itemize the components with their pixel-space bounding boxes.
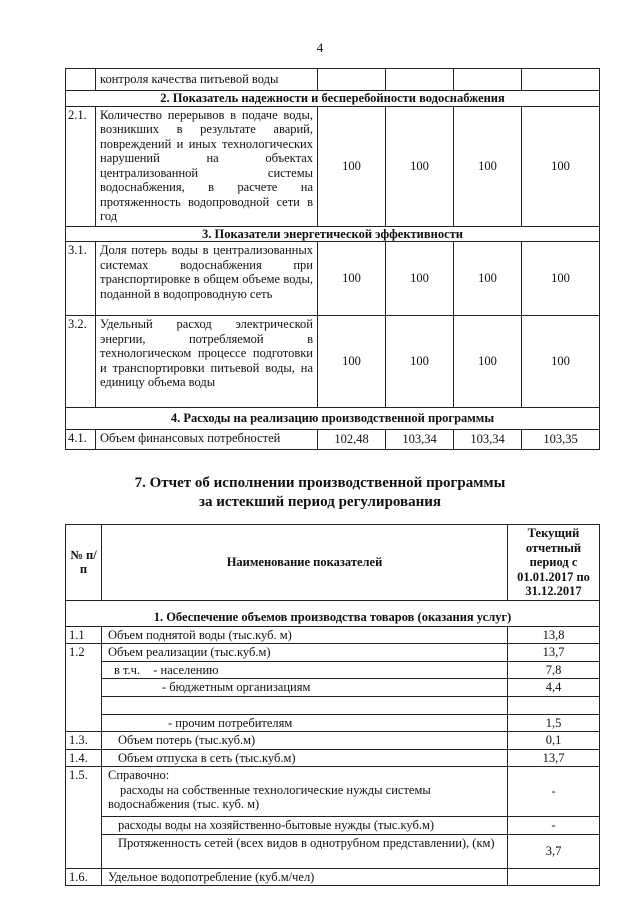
value-cell <box>522 69 600 91</box>
sub-indicator: - населению <box>153 662 219 677</box>
table-row <box>66 767 600 817</box>
heading-line-1: 7. Отчет об исполнении производственной программы <box>134 475 506 491</box>
indicator-name: Удельное водопотребление (куб.м/чел) <box>102 868 508 886</box>
section-row <box>66 91 600 107</box>
table-row <box>66 749 600 767</box>
row-number: 3.1. <box>66 242 96 316</box>
row-number: 1.3. <box>66 732 102 750</box>
indicator-name: Удельный расход электрической энергии, потребляемой в технологическом процессе подготовки и транспортировки питьевой воды, на единицу объема воды <box>96 316 318 408</box>
header-number: № п/п <box>66 525 102 601</box>
value-cell: 13,8 <box>508 626 600 644</box>
table-row <box>66 661 600 679</box>
value-cell: 100 <box>386 316 454 408</box>
value-cell: 100 <box>522 316 600 408</box>
row-number: 1.6. <box>66 868 102 886</box>
value-cell: 102,48 <box>318 430 386 450</box>
value-cell: 100 <box>318 242 386 316</box>
section-title: 4. Расходы на реализацию производственной программы <box>66 408 600 430</box>
value-cell: 100 <box>386 106 454 226</box>
table-row <box>66 430 600 450</box>
table-row <box>66 679 600 697</box>
table-row <box>66 714 600 732</box>
table-row <box>66 242 600 316</box>
row-number: 4.1. <box>66 430 96 450</box>
section-row <box>66 408 600 430</box>
value-cell: 0,1 <box>508 732 600 750</box>
table-row <box>66 732 600 750</box>
row-number: 3.2. <box>66 316 96 408</box>
table-row <box>66 316 600 408</box>
report-table <box>65 524 600 886</box>
section-title: 2. Показатель надежности и бесперебойности водоснабжения <box>66 91 600 107</box>
section-row <box>66 600 600 626</box>
table-row <box>66 644 600 662</box>
indicator-name: Объем потерь (тыс.куб.м) <box>102 732 508 750</box>
table-row <box>66 69 600 91</box>
value-cell: 100 <box>318 106 386 226</box>
row-number: 1.5. <box>66 767 102 869</box>
value-cell: - <box>508 767 600 817</box>
value-cell <box>508 868 600 886</box>
value-cell: 100 <box>318 316 386 408</box>
header-name: Наименование показателей <box>102 525 508 601</box>
header-period: Текущий отчетный период с 01.01.2017 по 31.12.2017 <box>508 525 600 601</box>
indicator-name: Объем финансовых потребностей <box>96 430 318 450</box>
page-number: 4 <box>316 40 324 55</box>
indicator-name: Доля потерь воды в централизованных системах водоснабжения при транспортировке в общем объеме воды, поданной в водопроводную сеть <box>96 242 318 316</box>
value-cell: 100 <box>454 316 522 408</box>
value-cell: 3,7 <box>508 834 600 868</box>
indicator-name <box>102 696 508 714</box>
row-number <box>66 69 96 91</box>
section-title: 3. Показатели энергетической эффективности <box>66 226 600 242</box>
indicator-name: - прочим потребителям <box>102 714 508 732</box>
indicator-name: Протяженность сетей (всех видов в однотрубном представлении), (км) <box>102 834 508 868</box>
reference-label: Справочно: <box>108 768 170 782</box>
row-number: 1.1 <box>66 626 102 644</box>
value-cell: 100 <box>454 106 522 226</box>
indicator-name: - бюджетным организациям <box>102 679 508 697</box>
value-cell: 1,5 <box>508 714 600 732</box>
indicator-name <box>102 661 508 679</box>
sub-indicator: расходы на собственные технологические нужды системы водоснабжения (тыс. куб. м) <box>108 782 431 811</box>
value-cell: 13,7 <box>508 749 600 767</box>
value-cell <box>318 69 386 91</box>
value-cell: 103,34 <box>454 430 522 450</box>
header-row <box>66 525 600 601</box>
indicator-name: Объем отпуска в сеть (тыс.куб.м) <box>102 749 508 767</box>
table-row <box>66 868 600 886</box>
indicator-name: Объем поднятой воды (тыс.куб. м) <box>102 626 508 644</box>
value-cell: 4,4 <box>508 679 600 697</box>
heading-line-2: за истекший период регулирования <box>198 494 442 510</box>
value-cell: - <box>508 817 600 835</box>
table-row <box>66 626 600 644</box>
value-cell: 103,35 <box>522 430 600 450</box>
table-row <box>66 834 600 868</box>
indicator-name <box>102 767 508 817</box>
section-title: 1. Обеспечение объемов производства товаров (оказания услуг) <box>66 600 600 626</box>
value-cell <box>454 69 522 91</box>
indicator-name: контроля качества питьевой воды <box>96 69 318 91</box>
value-cell <box>386 69 454 91</box>
value-cell: 7,8 <box>508 661 600 679</box>
section-heading <box>0 474 640 512</box>
value-cell: 13,7 <box>508 644 600 662</box>
table-row <box>66 106 600 226</box>
indicators-table <box>65 68 600 450</box>
value-cell <box>508 696 600 714</box>
value-cell: 100 <box>386 242 454 316</box>
prefix-label: в т.ч. <box>114 662 141 677</box>
indicator-name: Объем реализации (тыс.куб.м) <box>102 644 508 662</box>
row-number: 1.2 <box>66 644 102 732</box>
indicator-name: расходы воды на хозяйственно-бытовые нужды (тыс.куб.м) <box>102 817 508 835</box>
section-row <box>66 226 600 242</box>
value-cell: 100 <box>522 242 600 316</box>
table-row <box>66 817 600 835</box>
value-cell: 103,34 <box>386 430 454 450</box>
value-cell: 100 <box>454 242 522 316</box>
row-number: 1.4. <box>66 749 102 767</box>
row-number: 2.1. <box>66 106 96 226</box>
table-row <box>66 696 600 714</box>
indicator-name: Количество перерывов в подаче воды, возникших в результате аварий, повреждений и иных технологических нарушений на объектах централизованной системы водоснабжения, в расчете на протяженность водопроводной сети в год <box>96 106 318 226</box>
value-cell: 100 <box>522 106 600 226</box>
